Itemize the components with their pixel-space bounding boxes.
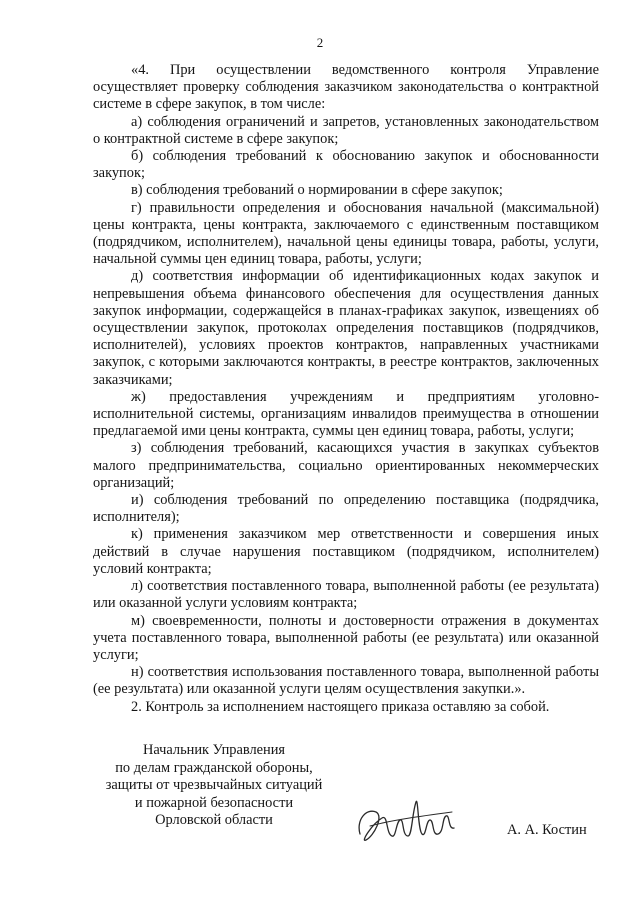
- signatory-title-line: защиты от чрезвычайных ситуаций: [105, 777, 323, 794]
- signatory-title: [104, 742, 324, 830]
- paragraph-m: м) своевременности, полноты и достоверности отражения в документах учета поставленного товара, выполненной работы (ее результата) или оказанной услуги;: [93, 612, 599, 663]
- paragraph-b: б) соблюдения требований к обоснованию закупок и обоснованности закупок;: [93, 148, 599, 182]
- paragraph-v: в) соблюдения требований о нормировании в сфере закупок;: [131, 182, 503, 199]
- paragraph-z: з) соблюдения требований, касающихся участия в закупках субъектов малого предпринимательства, социально ориентированных некоммерческих организаций;: [93, 440, 599, 491]
- paragraph-n: н) соответствия использования поставленного товара, выполненной работы (ее результата) или оказанной услуги целям осуществления закупки.».: [93, 664, 599, 698]
- signatory-name: А. А. Костин: [507, 822, 587, 838]
- signatory-title-line: Начальник Управления: [142, 742, 286, 758]
- paragraph-l: л) соответствия поставленного товара, выполненной работы (ее результата) или оказанной услуги условиям контракта;: [93, 578, 599, 612]
- signatory-title-line: по делам гражданской обороны,: [115, 759, 313, 776]
- paragraph-clause-4: «4. При осуществлении ведомственного контроля Управление осуществляет проверку соблюдения заказчиком законодательства о контрактной системе в сфере закупок, в том числе:: [93, 62, 599, 113]
- paragraph-a: а) соблюдения ограничений и запретов, установленных законодательством о контрактной системе в сфере закупок;: [93, 113, 599, 147]
- paragraph-clause-2: 2. Контроль за исполнением настоящего приказа оставляю за собой.: [131, 698, 550, 715]
- paragraph-d: д) соответствия информации об идентификационных кодах закупок и непревышения объема финансового обеспечения для осуществления данных закупок информации, содержащейся в планах-графиках закупок, извещениях об осуществлении закупок, протоколах определения поставщиков (подрядчиков, исполнителей), условиях проектов контрактов, направленных участниками закупок, с которыми заключаются контракты, в реестре контрактов, заключенных заказчиками;: [93, 268, 599, 388]
- paragraph-zh: ж) предоставления учреждениям и предприятиям уголовно-исполнительной системы, организациям инвалидов преимущества в отношении предлагаемой ими цены контракта, суммы цен единиц товара, работы, услуги;: [93, 388, 599, 440]
- handwritten-signature: [352, 790, 464, 850]
- page-number: 2: [316, 35, 324, 50]
- document-body: [93, 62, 599, 716]
- signatory-title-line: и пожарной безопасности: [134, 794, 294, 811]
- paragraph-k: к) применения заказчиком мер ответственности и совершения иных действий в случае нарушения поставщиком (подрядчиком, исполнителем) условий контракта;: [93, 526, 599, 577]
- paragraph-i: и) соблюдения требований по определению поставщика (подрядчика, исполнителя);: [93, 492, 599, 526]
- paragraph-g: г) правильности определения и обоснования начальной (максимальной) цены контракта, цены контракта, заключаемого с единственным поставщиком (подрядчиком, исполнителем), начальной цены единицы товара, работы, услуги, начальной суммы цен единиц товара, работы, услуги;: [93, 199, 599, 268]
- signatory-title-line: Орловской области: [155, 812, 273, 829]
